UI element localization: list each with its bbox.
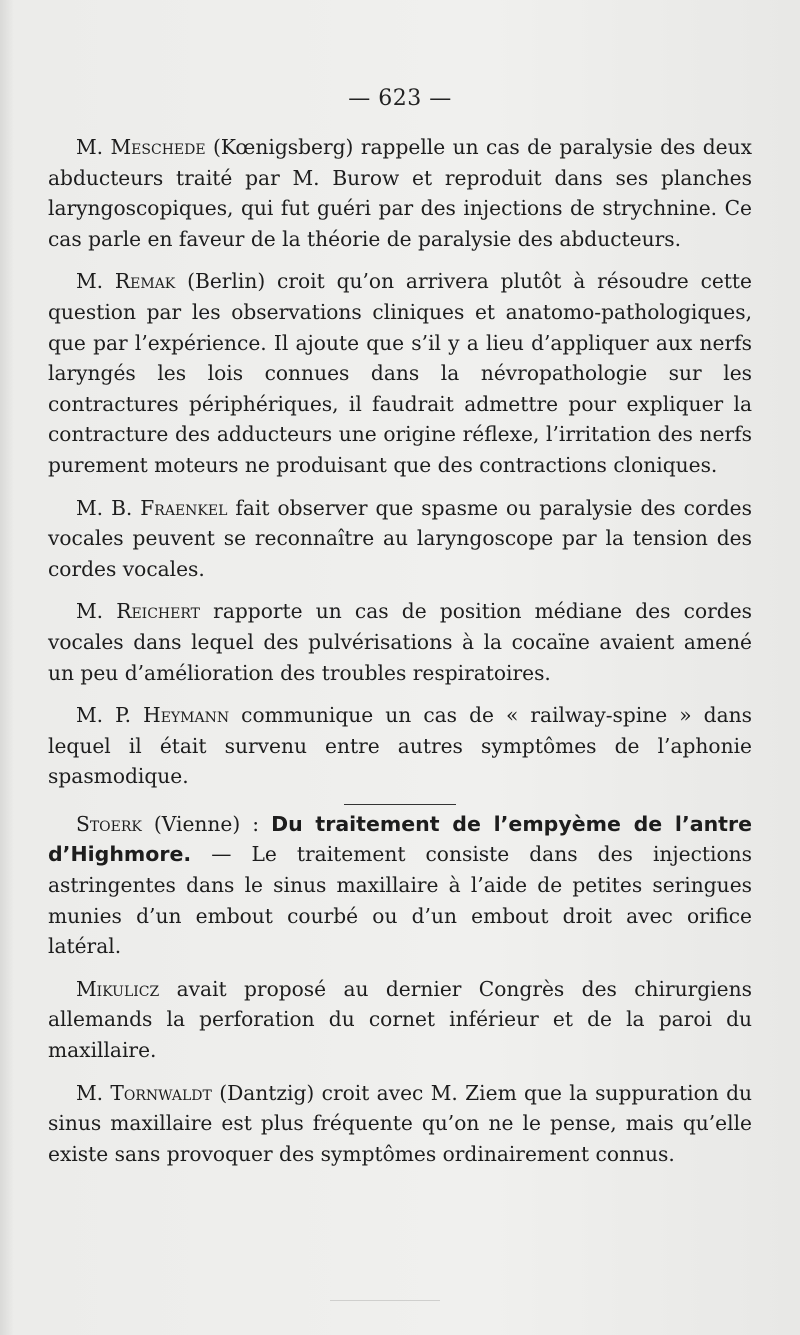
paragraph-fraenkel (48, 493, 752, 585)
paragraph-text: (Berlin) croit qu’on arrivera plutôt à résoudre cette question par les observations cliniques et anatomo-pathologiques, que par l’expérience. Il ajoute que s’il y a lieu d’appliquer aux nerfs laryngés les lois connues dans la névropathologie sur les contractures périphériques, il faudrait admettre pour expliquer la contracture des adducteurs une origine réflexe, l’irritation des nerfs purement moteurs ne produisant que des contractions cloniques. (48, 269, 752, 477)
paragraph-mikulicz (48, 974, 752, 1066)
paragraph-text: fait observer que spasme ou paralysie des cordes vocales peuvent se reconnaître au laryngoscope par la tension des cordes vocales. (48, 495, 752, 581)
bleed-through-rule (330, 1300, 440, 1301)
paragraph-text: (Kœnigsberg) rappelle un cas de paralysie des deux abducteurs traité par M. Burow et reproduit dans ses planches laryngoscopiques, qui fut guéri par des injections de strychnine. Ce cas parle en faveur de la théorie de paralysie des abducteurs. (48, 135, 752, 251)
speaker-name: M. P. Heymann (76, 703, 230, 728)
section-author: Stoerk (76, 811, 142, 836)
paragraph-remak (48, 266, 752, 480)
section-location: (Vienne) : (141, 811, 272, 836)
speaker-name: Mikulicz (76, 976, 160, 1001)
speaker-name: M. Remak (76, 269, 176, 294)
paragraph-heymann (48, 700, 752, 792)
paragraph-text: (Dantzig) croit avec M. Ziem que la suppuration du sinus maxillaire est plus fréquente qu’on ne le pense, mais qu’elle existe sans provoquer des symptômes ordinairement connus. (48, 1080, 753, 1166)
paragraph-meschede (48, 132, 752, 254)
speaker-name: M. Meschede (76, 135, 206, 159)
speaker-name: M. B. Fraenkel (76, 495, 228, 520)
section-stoerk (48, 809, 752, 962)
section-text: — Le traitement consiste dans des injections astringentes dans le sinus maxillaire à l’aide de petites seringues munies d’un embout courbé ou d’un embout droit avec orifice latéral. (48, 842, 752, 959)
body-text (48, 132, 752, 1169)
paragraph-tornwaldt (48, 1078, 752, 1170)
paragraph-reichert (48, 596, 752, 688)
paragraph-text: rapporte un cas de position médiane des cordes vocales dans lequel des pulvérisations à la cocaïne avaient amené un peu d’amélioration des troubles respiratoires. (48, 599, 753, 685)
page-number: — 623 — (348, 86, 452, 111)
speaker-name: M. Tornwaldt (76, 1080, 212, 1105)
section-divider (344, 804, 456, 805)
section-title: Du traitement de l’empyème de l’antre d’Highmore. (48, 811, 752, 867)
paragraph-text: avait proposé au dernier Congrès des chirurgiens allemands la perforation du cornet inférieur et de la paroi du maxillaire. (48, 976, 752, 1063)
speaker-name: M. Reichert (76, 599, 200, 624)
paragraph-text: communique un cas de « railway-spine » dans lequel il était survenu entre autres symptômes de l’aphonie spasmodique. (48, 703, 752, 789)
